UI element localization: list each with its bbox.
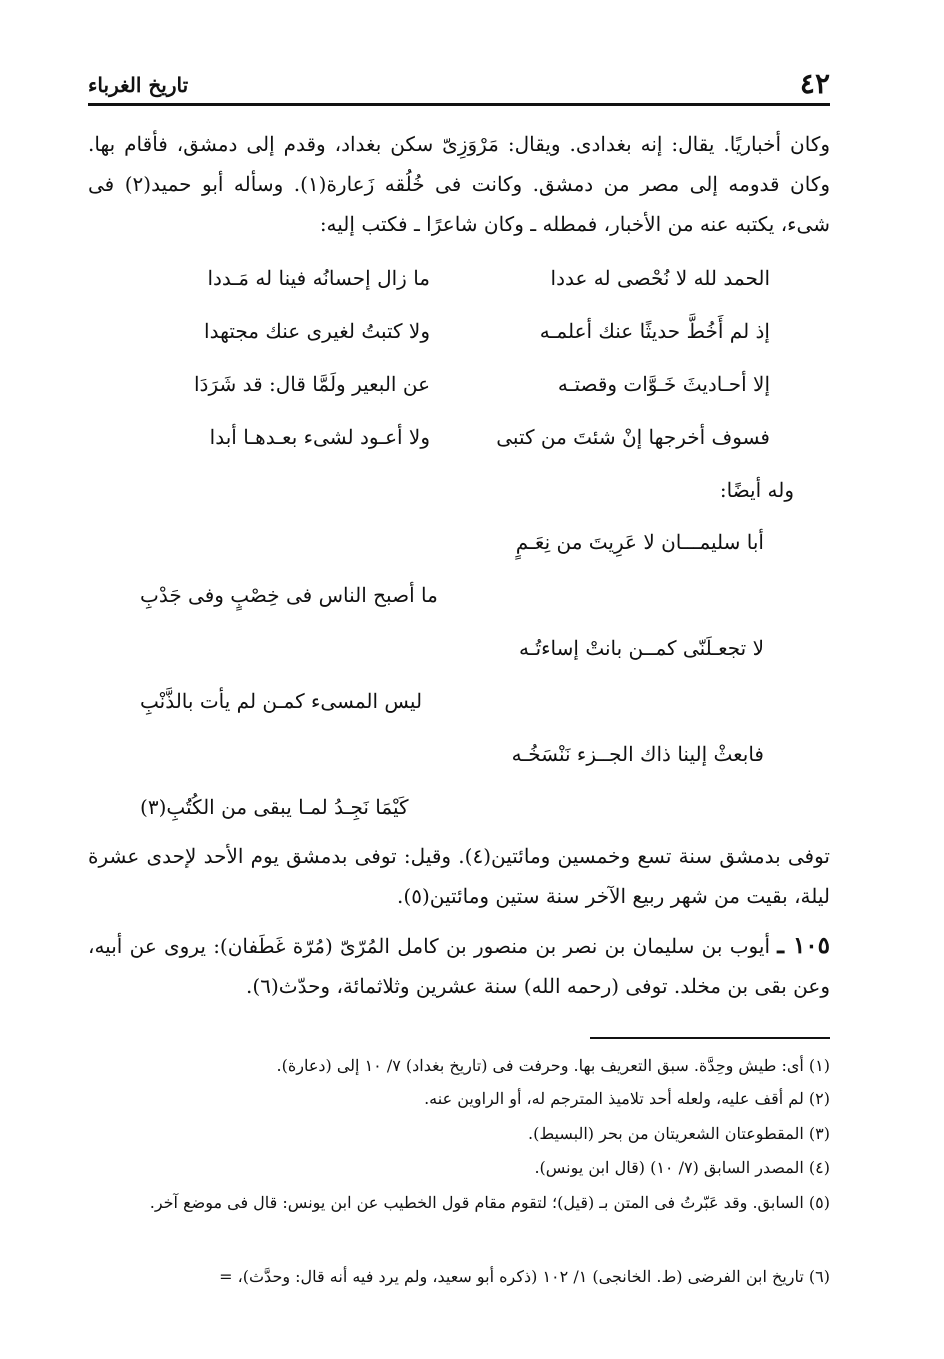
death-paragraph: توفى بدمشق سنة تسع وخمسين ومائتين(٤). وقيل: توفى بدمشق يوم الأحد لإحدى عشرة ليلة، بقيت من شهر ربيع الآخر سنة ستين ومائتين(٥). <box>88 844 830 908</box>
footnote: (٣) المقطوعتان الشعريتان من بحر (البسيط). <box>528 1124 830 1143</box>
footnote-rule <box>590 1037 830 1039</box>
poem-two-line: ليس المسىء كمـن لم يأت بالذَّنْبِ <box>140 689 423 713</box>
entry-number: ١٠٥ ـ <box>777 932 830 959</box>
verse-line <box>140 364 770 404</box>
verse-first-hemistich: إذ لم أَخُطَّ حديثًا عنك أعلمـه <box>539 319 770 343</box>
poem-two-line: لا تجعـلَنّى كمــن بانتْ إساءتُـه <box>519 636 764 660</box>
verse-line <box>140 417 770 457</box>
verse-first-hemistich: الحمد لله لا نُحْصى له عددا <box>550 266 770 290</box>
verse-line <box>140 311 770 351</box>
footnote: (٢) لم أقف عليه، ولعله أحد تلاميذ المترجم له، أو الراوين عنه. <box>424 1089 830 1108</box>
verse-first-hemistich: فسوف أخرجها إنْ شئتَ من كتبى <box>496 425 770 449</box>
intro-paragraph: وكان أخباريًا. يقال: إنه بغدادى. ويقال: مَرْوَزِىّ سكن بغداد، وقدم إلى دمشق، فأقام بها. وكان قدومه إلى مصر من دمشق. وكانت فى خُلُقه زَعارة(١). وسأله أبو حميد(٢) فى شىء، يكتبه عنه من الأخبار، فمطله ـ وكان شاعرًا ـ فكتب إليه: <box>88 132 831 236</box>
poem-two-line: أبا سليمـــان لا عَرِيتَ من نِعَـمٍ <box>515 530 764 554</box>
footnote: (١) أى: طيش وحِدَّة. سبق التعريف بها. وحرفت فى (تاريخ بغداد) ٧/ ١٠ إلى (دعارة). <box>276 1056 830 1075</box>
verse-second-hemistich: ولا أعـود لشىء بعـدهـا أبدا <box>209 425 430 449</box>
footnote: (٦) تاريخ ابن الفرضى (ط. الخانجى) ١/ ١٠٢ (ذكره أبو سعيد، ولم يرد فيه أنه قال: وحدَّث)، = <box>219 1267 830 1286</box>
page-header <box>88 66 830 102</box>
poem-two-line: فابعثْ إلينا ذاك الجــزء نَنْسَخُـه <box>511 742 764 766</box>
verse-second-hemistich: ما زال إحسانُه فينا له مَـددا <box>207 266 430 290</box>
verse-first-hemistich: إلا أحـاديثَ خَـوَّات وقصتـه <box>557 372 770 396</box>
biography-entry <box>88 926 830 1006</box>
footnote: (٥) السابق. وقد عَبّرتُ فى المتن بـ (قيل)؛ لتقوم مقام قول الخطيب عن ابن يونس: قال فى موضع آخر. <box>149 1193 830 1212</box>
header-rule <box>88 103 830 106</box>
page-number: ٤٢ <box>799 67 830 100</box>
poem-two-line: كَيْمَا نَجِـدُ لمـا يبقى من الكُتُبِ(٣) <box>140 795 409 819</box>
poem-two-line: ما أصبح الناس فى خِصْبٍ وفى جَدْبِ <box>140 583 438 607</box>
footnote: (٤) المصدر السابق (٧/ ١٠) (قال ابن يونس). <box>534 1158 830 1177</box>
running-title: تاريخ الغرباء <box>88 73 189 97</box>
entry-text: أيوب بن سليمان بن نصر بن منصور بن كامل المُرّىّ (مُرّة غَطَفان): يروى عن أبيه، وعن بقى بن مخلد. توفى (رحمه الله) سنة عشرين وثلاثمائة، وحدّث(٦). <box>88 934 830 998</box>
verse-line <box>140 258 770 298</box>
verse-second-hemistich: ولا كتبتُ لغيرى عنك مجتهدا <box>204 319 430 343</box>
verse-second-hemistich: عن البعير ولَمَّا قال: قد شَرَدَا <box>194 372 430 396</box>
also-label: وله أيضًا: <box>719 478 794 502</box>
